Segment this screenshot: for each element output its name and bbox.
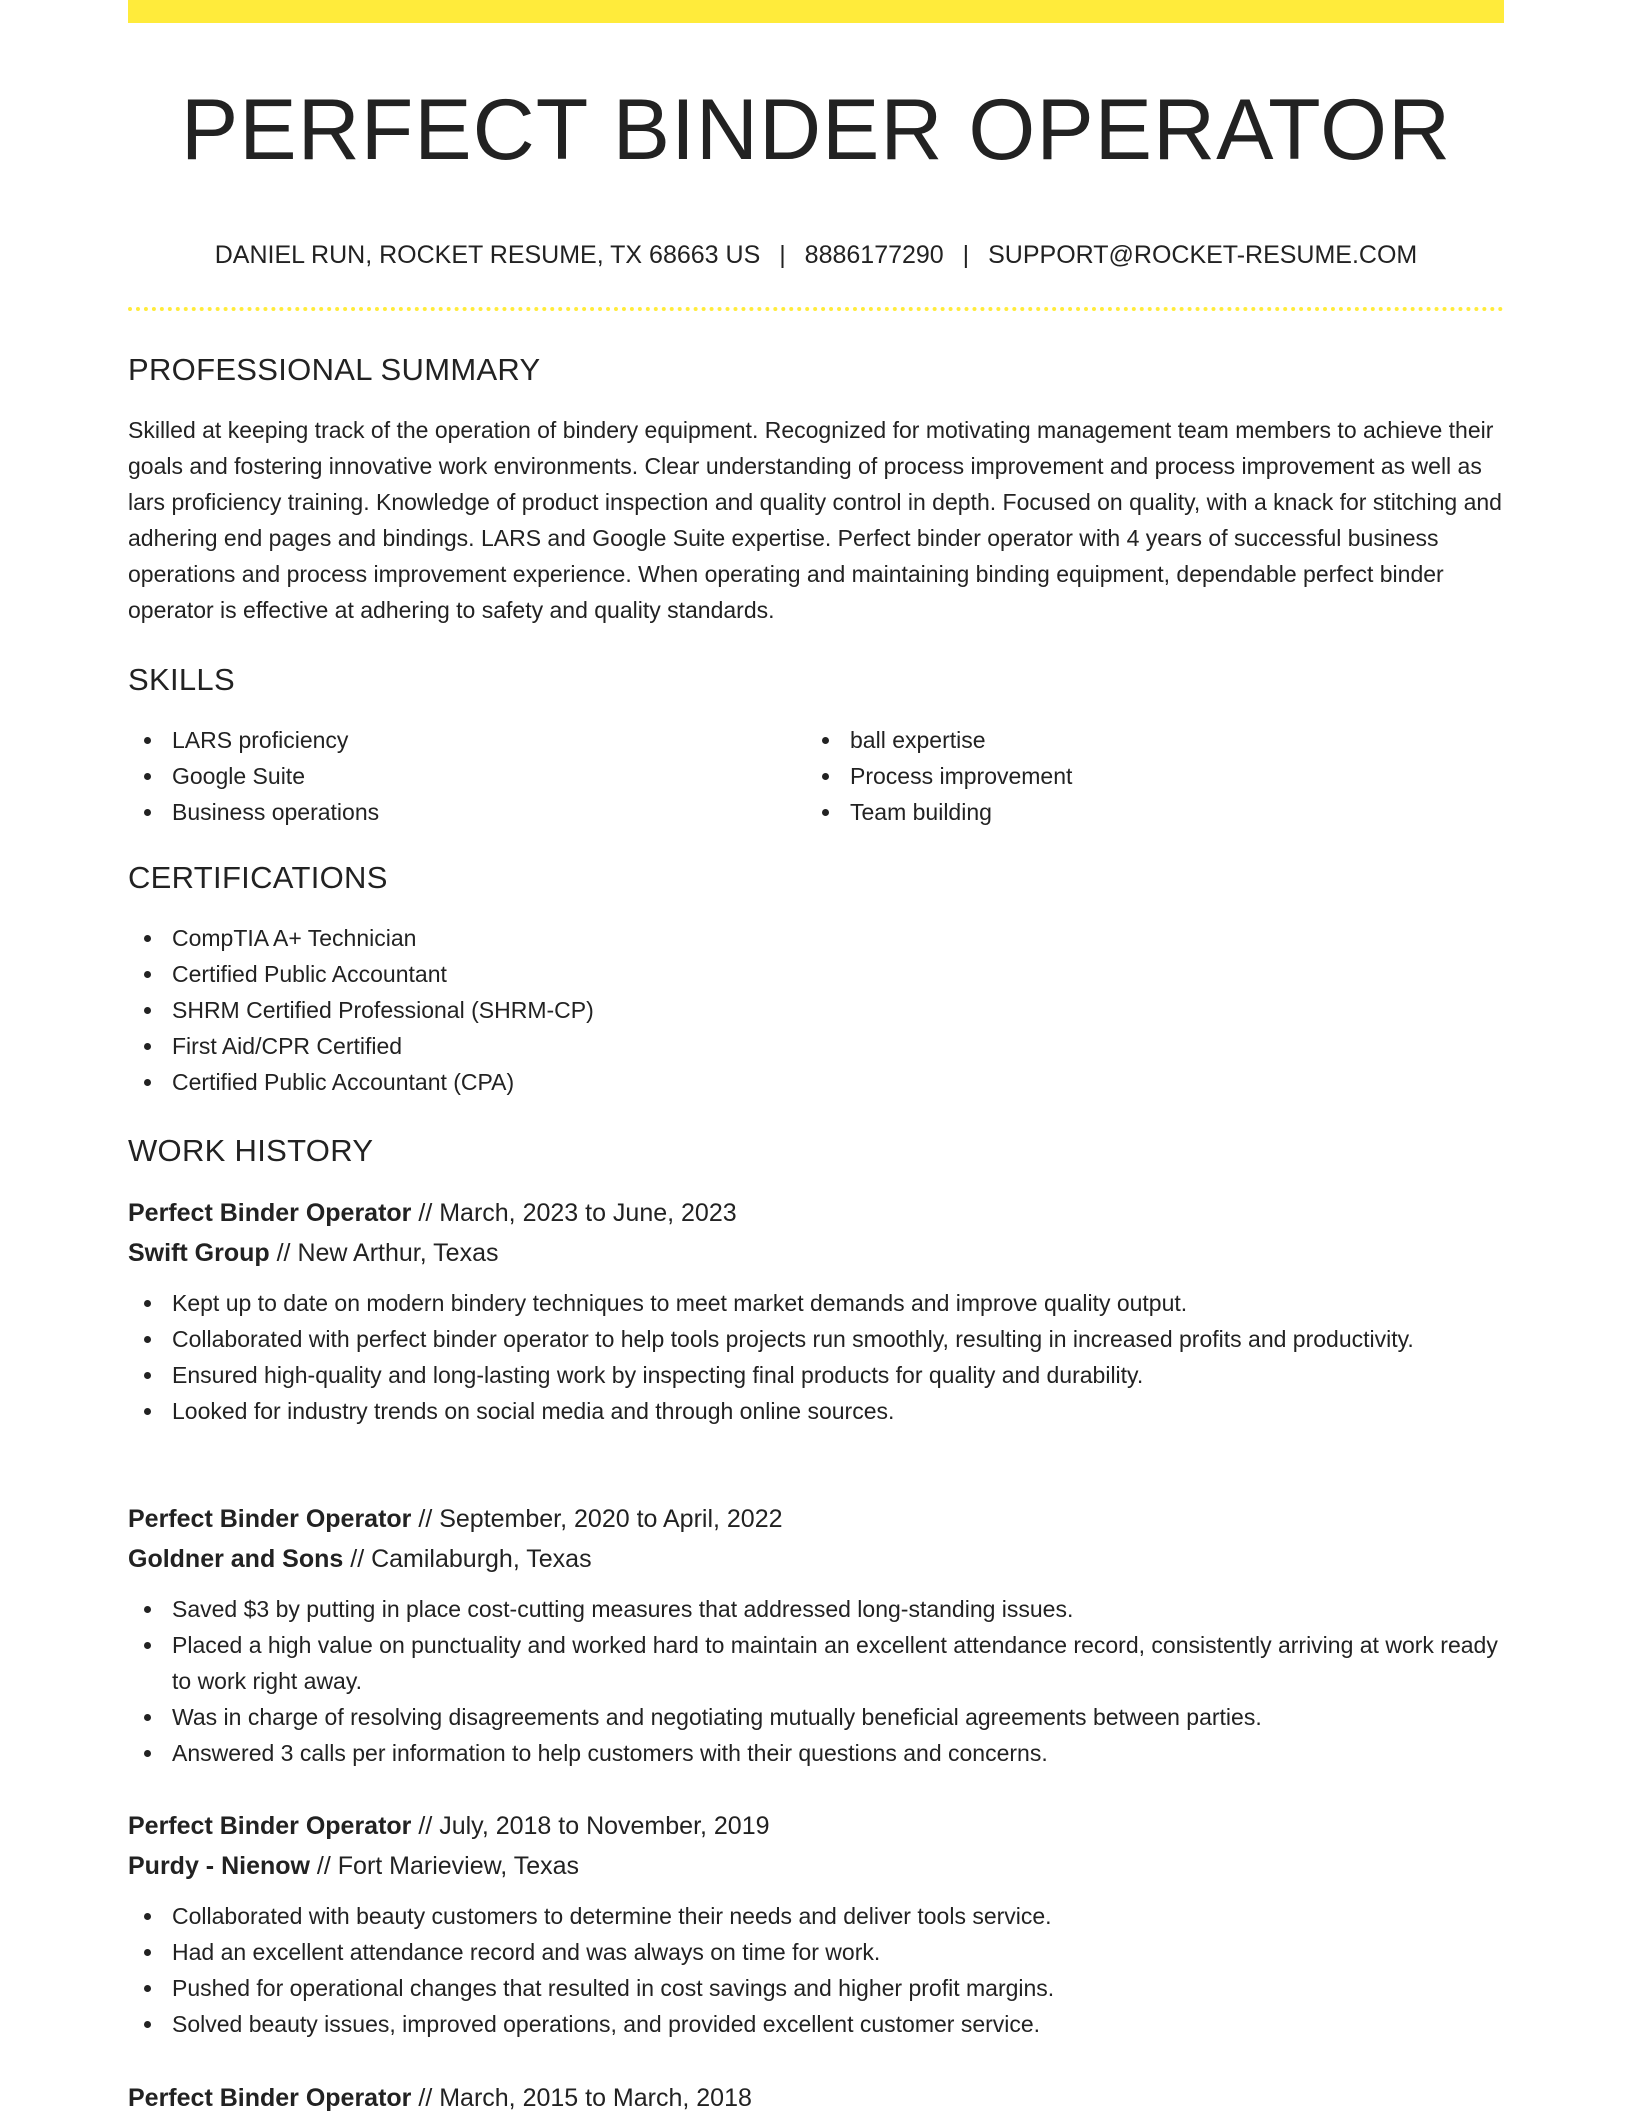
job-role-line bbox=[128, 2078, 1504, 2112]
skills-list-right bbox=[806, 722, 1484, 830]
job-entry bbox=[128, 1193, 1504, 1429]
job-role: Perfect Binder Operator bbox=[128, 2084, 412, 2112]
job-role-line bbox=[128, 1193, 1504, 1233]
job-bullets bbox=[128, 1285, 1504, 1429]
accent-top-bar bbox=[128, 0, 1504, 23]
job-bullet: Saved $3 by putting in place cost-cutting measures that addressed long-standing issues. bbox=[128, 1591, 1504, 1627]
job-bullet: Pushed for operational changes that resulted in cost savings and higher profit margins. bbox=[128, 1970, 1504, 2006]
job-company-line bbox=[128, 1233, 1504, 1273]
summary-section bbox=[128, 350, 1504, 628]
certification-item: SHRM Certified Professional (SHRM-CP) bbox=[128, 992, 1504, 1028]
job-bullets bbox=[128, 1591, 1504, 1771]
skills-heading: SKILLS bbox=[128, 662, 235, 697]
job-bullet: Had an excellent attendance record and was always on time for work. bbox=[128, 1934, 1504, 1970]
job-dates: September, 2020 to April, 2022 bbox=[439, 1505, 783, 1533]
summary-text: Skilled at keeping track of the operation of bindery equipment. Recognized for motivating management team members to achieve their goals and fostering innovative work environments. Clear understanding of process improvement and process improvement as well as lars proficiency training. Knowledge of product inspection and quality control in depth. Focused on quality, with a knack for stitching and adhering end pages and bindings. LARS and Google Suite expertise. Perfect binder operator with 4 years of successful business operations and process improvement experience. When operating and maintaining binding equipment, dependable perfect binder operator is effective at adhering to safety and quality standards. bbox=[128, 417, 1502, 623]
contact-line bbox=[128, 237, 1504, 273]
summary-heading: PROFESSIONAL SUMMARY bbox=[128, 352, 541, 387]
contact-phone: 8886177290 bbox=[804, 241, 944, 269]
job-bullets bbox=[128, 1898, 1504, 2042]
job-dates: March, 2015 to March, 2018 bbox=[439, 2084, 752, 2112]
certifications-list bbox=[128, 920, 1504, 1100]
job-entry bbox=[128, 2078, 1504, 2112]
job-location: New Arthur, Texas bbox=[297, 1239, 499, 1267]
dotted-divider bbox=[128, 307, 1504, 311]
contact-address: DANIEL RUN, ROCKET RESUME, TX 68663 US bbox=[214, 241, 761, 269]
job-divider: // bbox=[269, 1239, 298, 1267]
job-bullet: Answered 3 calls per information to help customers with their questions and concerns. bbox=[128, 1735, 1504, 1771]
job-company: Goldner and Sons bbox=[128, 1545, 344, 1573]
job-divider: // bbox=[343, 1545, 372, 1573]
skills-grid bbox=[128, 722, 1504, 830]
skills-list-left bbox=[128, 722, 806, 830]
job-divider: // bbox=[309, 1852, 338, 1880]
certification-item: First Aid/CPR Certified bbox=[128, 1028, 1504, 1064]
job-dates: July, 2018 to November, 2019 bbox=[439, 1812, 770, 1840]
skill-item: ball expertise bbox=[806, 722, 1484, 758]
work-history-section bbox=[128, 1131, 1504, 1171]
skill-item: Google Suite bbox=[128, 758, 806, 794]
skill-item: Team building bbox=[806, 794, 1484, 830]
certifications-section bbox=[128, 858, 1504, 1100]
certification-item: Certified Public Accountant bbox=[128, 956, 1504, 992]
skill-item: Process improvement bbox=[806, 758, 1484, 794]
job-role: Perfect Binder Operator bbox=[128, 1199, 412, 1227]
job-bullet: Was in charge of resolving disagreements and negotiating mutually beneficial agreements between parties. bbox=[128, 1699, 1504, 1735]
job-company-line bbox=[128, 1846, 1504, 1886]
job-dates: March, 2023 to June, 2023 bbox=[439, 1199, 737, 1227]
job-divider: // bbox=[411, 1199, 440, 1227]
job-divider: // bbox=[411, 2084, 440, 2112]
contact-email: SUPPORT@ROCKET-RESUME.COM bbox=[988, 241, 1418, 269]
resume-title: PERFECT BINDER OPERATOR bbox=[180, 82, 1452, 178]
certification-item: CompTIA A+ Technician bbox=[128, 920, 1504, 956]
job-divider: // bbox=[411, 1505, 440, 1533]
certifications-heading: CERTIFICATIONS bbox=[128, 860, 388, 895]
job-role-line bbox=[128, 1806, 1504, 1846]
job-role: Perfect Binder Operator bbox=[128, 1812, 412, 1840]
job-bullet: Collaborated with beauty customers to determine their needs and deliver tools service. bbox=[128, 1898, 1504, 1934]
job-bullet: Placed a high value on punctuality and worked hard to maintain an excellent attendance record, consistently arriving at work ready to work right away. bbox=[128, 1627, 1504, 1699]
job-role-line bbox=[128, 1499, 1504, 1539]
job-role: Perfect Binder Operator bbox=[128, 1505, 412, 1533]
skill-item: LARS proficiency bbox=[128, 722, 806, 758]
job-company: Swift Group bbox=[128, 1239, 270, 1267]
skills-section bbox=[128, 660, 1504, 830]
work-history-heading: WORK HISTORY bbox=[128, 1133, 374, 1168]
job-location: Fort Marieview, Texas bbox=[337, 1852, 580, 1880]
job-company: Purdy - Nienow bbox=[128, 1852, 310, 1880]
job-company-line bbox=[128, 1539, 1504, 1579]
job-bullet: Ensured high-quality and long-lasting work by inspecting final products for quality and durability. bbox=[128, 1357, 1504, 1393]
job-entry bbox=[128, 1806, 1504, 2042]
job-entry bbox=[128, 1499, 1504, 1771]
job-bullet: Kept up to date on modern bindery techniques to meet market demands and improve quality output. bbox=[128, 1285, 1504, 1321]
skill-item: Business operations bbox=[128, 794, 806, 830]
job-location: Camilaburgh, Texas bbox=[371, 1545, 592, 1573]
job-divider: // bbox=[411, 1812, 440, 1840]
certification-item: Certified Public Accountant (CPA) bbox=[128, 1064, 1504, 1100]
job-bullet: Collaborated with perfect binder operator to help tools projects run smoothly, resulting in increased profits and productivity. bbox=[128, 1321, 1504, 1357]
contact-separator: | bbox=[779, 241, 786, 269]
contact-separator: | bbox=[962, 241, 970, 269]
job-bullet: Looked for industry trends on social media and through online sources. bbox=[128, 1393, 1504, 1429]
job-bullet: Solved beauty issues, improved operations, and provided excellent customer service. bbox=[128, 2006, 1504, 2042]
